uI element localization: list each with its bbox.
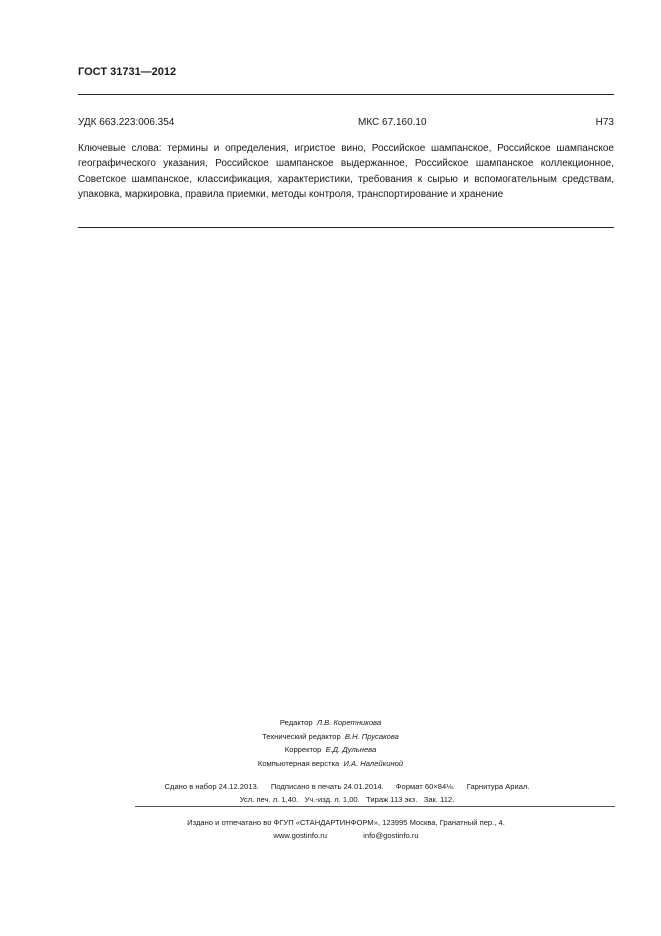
credit-person: Е.Д. Дульнева <box>325 745 377 755</box>
credit-person: В.Н. Прусакова <box>344 731 399 741</box>
imprint-font: Гарнитура Ариал. <box>466 782 530 791</box>
publisher-contacts <box>0 829 661 842</box>
imprint-typeset: Сдано в набор 24.12.2013. <box>164 782 259 791</box>
keywords-divider <box>78 227 614 228</box>
credit-editor <box>0 716 661 730</box>
publisher-line: Издано и отпечатано во ФГУП «СТАНДАРТИНФОРМ», 123995 Москва, Гранатный пер., 4. <box>187 818 505 827</box>
email-link[interactable]: info@gostinfo.ru <box>363 831 419 841</box>
credit-role: Компьютерная верстка <box>257 758 340 768</box>
credit-technical-editor <box>0 730 661 744</box>
credit-role: Редактор <box>279 718 313 727</box>
imprint-block <box>0 780 661 806</box>
credit-role: Технический редактор <box>262 731 341 741</box>
credit-person: Л.В. Коретникова <box>316 718 382 727</box>
credit-person: И.А. Налейкиной <box>343 758 404 768</box>
okp-code: Н73 <box>595 117 614 128</box>
credit-role: Корректор <box>284 745 322 755</box>
imprint-run: Тираж 113 экз. <box>366 795 418 805</box>
credit-layout <box>0 757 661 771</box>
website-link[interactable]: www.gostinfo.ru <box>273 831 328 841</box>
top-divider <box>78 94 614 95</box>
credits-block <box>0 716 661 770</box>
udk-code: УДК 663.223:006.354 <box>78 117 175 128</box>
mks-code: МКС 67.160.10 <box>358 117 427 128</box>
imprint-format: Формат 60×84⅛. <box>395 782 455 791</box>
credit-proofreader <box>0 743 661 757</box>
imprint-pub-sheets: Уч.-изд. л. 1,00. <box>304 795 360 805</box>
publisher-block <box>0 816 661 842</box>
imprint-line-2 <box>0 793 661 806</box>
imprint-sheets: Усл. печ. л. 1,40. <box>239 795 299 805</box>
imprint-signed: Подписано в печать 24.01.2014. <box>270 782 384 791</box>
imprint-line-1 <box>0 780 661 793</box>
standard-number: ГОСТ 31731—2012 <box>78 66 177 78</box>
keywords-paragraph: Ключевые слова: термины и определения, игристое вино, Российское шампанское, Российское шампанское географического указания, Российское шампанское выдержанное, Российское шампанское коллекционное, Советское шампанское, классификация, характеристики, требования к сырью и вспомогательным средствам, упаковка, маркировка, правила приемки, методы контроля, транспортирование и хранение <box>78 143 614 200</box>
imprint-order: Зак. 112. <box>423 795 455 805</box>
imprint-divider <box>135 806 615 807</box>
